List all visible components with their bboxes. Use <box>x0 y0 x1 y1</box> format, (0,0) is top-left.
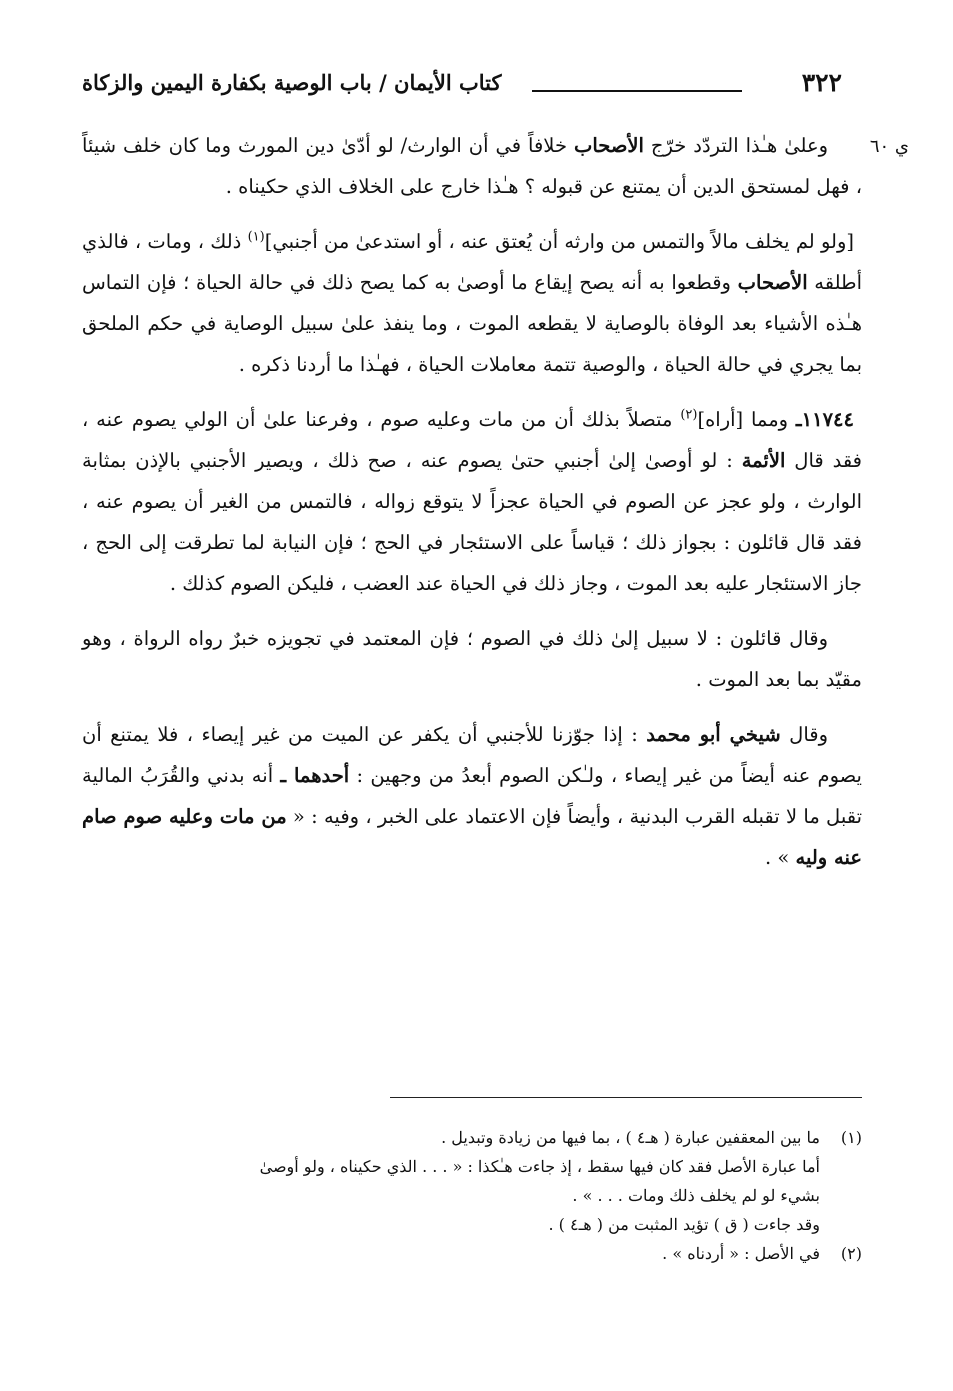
hadith-quote: من مات وعليه صوم صام عنه وليه <box>82 805 862 869</box>
margin-page-reference: ي ٦٠ <box>869 136 909 157</box>
text-run: : إذا جوّزنا للأجنبي أن يكفر عن الميت من غير إيصاء ، فلا يمتنع أن يصوم عنه أيضاً من غير إيصاء ، ولـٰكن الصوم أبعدُ من وجهين : <box>82 723 862 787</box>
footnote-line: في الأصل : « أردناه » . <box>662 1244 820 1263</box>
footnote-line: ما بين المعقفين عبارة ( هـ٤ ) ، بما فيها من زيادة وتبديل . <box>441 1128 820 1147</box>
footnote-body <box>82 1123 820 1152</box>
text-run: وعلىٰ هـٰذا التردّد خرّج <box>643 134 828 157</box>
paragraph-5 <box>82 714 862 878</box>
footnote-line: بشيء لو لم يخلف ذلك ومات . . . » . <box>572 1186 820 1205</box>
paragraph-4 <box>82 618 862 700</box>
bold-term: الأصحاب <box>573 134 644 157</box>
bold-term: أحدهما ـ <box>280 764 350 787</box>
header-rule <box>532 90 742 92</box>
bold-term: شيخي أبو محمد <box>646 723 781 746</box>
paragraph-2 <box>82 221 862 385</box>
page-number: ٣٢٢ <box>801 68 842 97</box>
text-run: » . <box>765 846 796 869</box>
bold-term: الأصحاب <box>737 271 808 294</box>
paragraph-3 <box>82 399 862 604</box>
footnote-2 <box>82 1239 862 1268</box>
text-run: ذلك ، ومات ، فالذي أطلقه <box>82 230 862 294</box>
text-run: وقال قائلون : لا سبيل إلىٰ ذلك في الصوم ؛ فإن المعتمد في تجويزه خبرٌ رواه الرواة ، وهو مقيّد بما بعد الموت . <box>82 627 862 691</box>
footnote-1 <box>82 1123 862 1152</box>
text-run: خلافاً في أن الوارث/ لو أدّىٰ دين المورث وما كان خلف شيئاً ، فهل لمستحق الدين أن يمتنع عن قبوله ؟ هـٰذا خارج على الخلاف الذي حكيناه . <box>82 134 862 198</box>
footnote-number: (١) <box>840 1128 862 1147</box>
footnote-line: أما عبارة الأصل فقد كان فيها سقط ، إذ جاءت هـٰكذا : « . . . الذي حكيناه ، ولو أوصىٰ <box>259 1157 820 1176</box>
text-run: وقطعوا به أنه يصح إيقاع ما أوصىٰ به كما يصح ذلك في حالة الحياة ؛ فإن التماس هـٰذه الأشياء بعد الوفاة بالوصاية لا يقطعه الموت ، وما ينفذ علىٰ سبيل الوصاية في حكم الملحق بما يجري في حالة الحياة ، والوصية تتمة معاملات الحياة ، فهـٰذا ما أردنا ذكره . <box>82 271 862 376</box>
bold-term: الأئمة <box>741 449 786 472</box>
footnote-body <box>82 1239 820 1268</box>
footnote-line: وقد جاءت ( ق ) تؤيد المثبت من ( هـ٤ ) . <box>548 1215 820 1234</box>
text-run: ومما [أراه] <box>697 408 796 431</box>
footnote-ref-1[interactable]: (١) <box>247 229 265 245</box>
text-run: : لو أوصىٰ إلىٰ أجنبي حتىٰ يصوم عنه ، صح ذلك ، ويصير الأجنبي بالإذن بمثابة الوارث ، ولو عجز عن الصوم في الحياة عجزاً لا يتوقع زواله ، فالتمس من الغير أن يصوم عنه ، فقد قال قائلون : بجواز ذلك ؛ قياساً على الاستئجار في الحج ؛ فإن النيابة لما تطرقت إلى الحج ، جاز الاستئجار عليه بعد الموت ، وجاز ذلك في الحياة عند العضب ، فليكن الصوم كذلك . <box>82 449 862 595</box>
footnote-ref-2[interactable]: (٢) <box>680 407 698 423</box>
text-run: متصلاً بذلك أن من مات وعليه صوم ، وفرعنا علىٰ أن الولي يصوم عنه ، فقد قال <box>82 408 863 472</box>
text-run: وقال <box>780 723 829 746</box>
running-title: كتاب الأيمان / باب الوصية بكفارة اليمين والزكاة <box>82 70 502 95</box>
footnote-number: (٢) <box>840 1244 862 1263</box>
text-run: أنه بدني والقُرَبُ المالية تقبل ما لا تقبله القرب البدنية ، وأيضاً فإن الاعتماد على الخبر ، وفيه : « <box>82 764 862 828</box>
footnotes <box>82 1123 862 1268</box>
text-run: [ولو لم يخلف مالاً والتمس من وارثه أن يُعتق عنه ، أو استدعىٰ من أجنبي] <box>264 230 854 253</box>
paragraph-number: ١١٧٤٤ـ <box>795 408 854 431</box>
main-text <box>82 125 862 892</box>
page-header <box>82 60 862 110</box>
footnote-separator <box>390 1097 862 1098</box>
paragraph-1 <box>82 125 862 207</box>
